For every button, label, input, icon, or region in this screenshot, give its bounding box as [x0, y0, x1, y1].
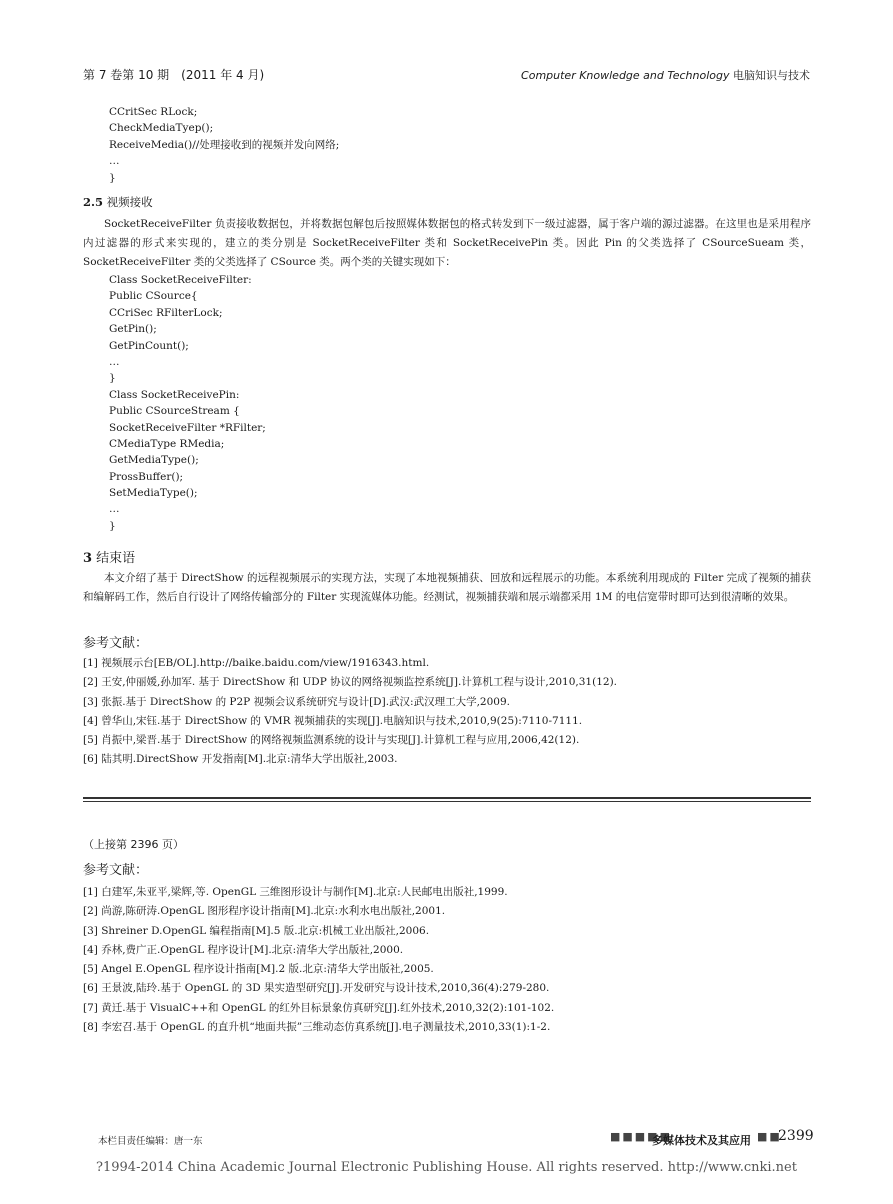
code-line: CheckMediaTyep(); [109, 122, 214, 135]
code-line: Class SocketReceiveFilter: [109, 274, 252, 286]
references-heading-2: 参考文献： [83, 863, 149, 878]
paragraph-video-receive [83, 215, 811, 272]
continued-from-note: （上接第 2396 页） [83, 838, 184, 851]
copyright-watermark: ?1994-2014 China Academic Journal Electronic Publishing House. All rights reserved. http://www.cnki.net [96, 1160, 797, 1175]
references-list [83, 654, 617, 770]
journal-title-cn: 电脑知识与技术 [729, 69, 810, 82]
paragraph-text: 本文介绍了基于 DirectShow 的远程视频展示的实现方法，实现了本地视频捕获、回放和远程展示的功能。本系统利用现成的 Filter 完成了视频的捕获和编解码工作，然后自行设计了网络传输部分的 Filter 实现流媒体功能。经测试，视频捕获端和展示端都采用 1M 的电信宽带时即可达到很清晰的效果。 [83, 572, 811, 603]
code-line: GetPin(); [109, 323, 157, 336]
reference-item: [5] Angel E.OpenGL 程序设计指南[M].2 版.北京:清华大学出版社,2005. [83, 963, 434, 976]
section-heading-3 [83, 547, 135, 566]
reference-item: [8] 李宏召.基于 OpenGL 的直升机“地面共振”三维动态仿真系统[J].电子测量技术,2010,33(1):1-2. [83, 1021, 551, 1034]
code-line: } [109, 372, 116, 385]
code-line: Public CSource{ [109, 290, 198, 303]
paragraph-conclusion [83, 569, 811, 607]
page-number: 2399 [778, 1128, 814, 1144]
code-block-2 [109, 272, 266, 534]
references-list-2 [83, 883, 554, 1037]
code-line: } [109, 171, 116, 184]
reference-item: [7] 黄迁.基于 VisualC++和 OpenGL 的红外目标景象仿真研究[J].红外技术,2010,32(2):101-102. [83, 1001, 555, 1014]
divider-thick [83, 797, 811, 799]
code-line: ReceiveMedia()//处理接收到的视频并发向网络; [109, 138, 340, 151]
reference-item: [6] 陆其明.DirectShow 开发指南[M].北京:清华大学出版社,2003. [83, 753, 398, 766]
code-line: CCritSec RLock; [109, 106, 198, 118]
reference-item: [1] 白建军,朱亚平,梁辉,等. OpenGL 三维图形设计与制作[M].北京:人民邮电出版社,1999. [83, 886, 508, 898]
code-line: ProssBuffer(); [109, 470, 184, 483]
section-title: 结束语 [92, 551, 136, 566]
footer-column-name: 多媒体技术及其应用 [652, 1134, 751, 1147]
section-heading-2-5 [83, 194, 153, 210]
reference-item: [4] 曾华山,宋钰.基于 DirectShow 的 VMR 视频捕获的实现[J].电脑知识与技术,2010,9(25):7110-7111. [83, 714, 583, 727]
footer-editor: 本栏目责任编辑：唐一东 [98, 1136, 203, 1147]
code-line: CMediaType RMedia; [109, 437, 225, 450]
code-line: SetMediaType(); [109, 487, 198, 500]
reference-item: [3] 张振.基于 DirectShow 的 P2P 视频会议系统研究与设计[D].武汉:武汉理工大学,2009. [83, 695, 510, 708]
paragraph-text: SocketReceiveFilter 负责接收数据包，并将数据包解包后按照媒体数据包的格式转发到下一级过滤器，属于客户端的源过滤器。在这里也是采用程序内过滤器的形式来实现的，建立的类分别是 SocketReceiveFilter 类和 SocketReceivePin 类。因此 Pin 的父类选择了 CSourceSueam 类，SocketReceiveFilter 类的父类选择了 CSource 类。两个类的关键实现如下： [83, 218, 811, 268]
running-header-journal [521, 67, 810, 83]
code-block-1 [109, 104, 339, 186]
reference-item: [3] Shreiner D.OpenGL 编程指南[M].5 版.北京:机械工业出版社,2006. [83, 924, 430, 937]
code-line: } [109, 519, 116, 532]
code-line: GetMediaType(); [109, 454, 199, 467]
code-line: Class SocketReceivePin: [109, 388, 240, 401]
footer-dots-right: ■■ [757, 1130, 782, 1143]
section-title: 视频接收 [103, 195, 153, 209]
reference-item: [4] 乔林,费广正.OpenGL 程序设计[M].北京:清华大学出版社,2000. [83, 943, 404, 956]
reference-item: [1] 视频展示台[EB/OL].http://baike.baidu.com/view/1916343.html. [83, 657, 430, 669]
section-number: 3 [83, 551, 93, 566]
code-line: … [109, 355, 120, 368]
reference-item: [6] 王景波,陆玲.基于 OpenGL 的 3D 果实造型研究[J].开发研究与设计技术,2010,36(4):279-280. [83, 982, 550, 995]
code-line: GetPinCount(); [109, 339, 189, 352]
divider-thin [83, 801, 811, 802]
section-number: 2.5 [83, 195, 104, 209]
journal-title-en: Computer Knowledge and Technology [521, 69, 730, 82]
code-line: Public CSourceStream { [109, 405, 240, 418]
code-line: CCriSec RFilterLock; [109, 306, 223, 319]
reference-item: [2] 尚游,陈研涛.OpenGL 图形程序设计指南[M].北京:水利水电出版社,2001. [83, 905, 446, 918]
running-header-issue: 第 7 卷第 10 期 (2011 年 4 月) [83, 68, 265, 82]
code-line: SocketReceiveFilter *RFilter; [109, 421, 266, 434]
code-line: … [109, 155, 120, 168]
code-line: … [109, 503, 120, 516]
reference-item: [2] 王安,仲丽媛,孙加军. 基于 DirectShow 和 UDP 协议的网络视频监控系统[J].计算机工程与设计,2010,31(12). [83, 676, 618, 689]
footer-dots-left: ■■■■■ [610, 1130, 672, 1143]
reference-item: [5] 肖振中,梁晋.基于 DirectShow 的网络视频监测系统的设计与实现[J].计算机工程与应用,2006,42(12). [83, 734, 580, 747]
references-heading: 参考文献： [83, 636, 149, 651]
